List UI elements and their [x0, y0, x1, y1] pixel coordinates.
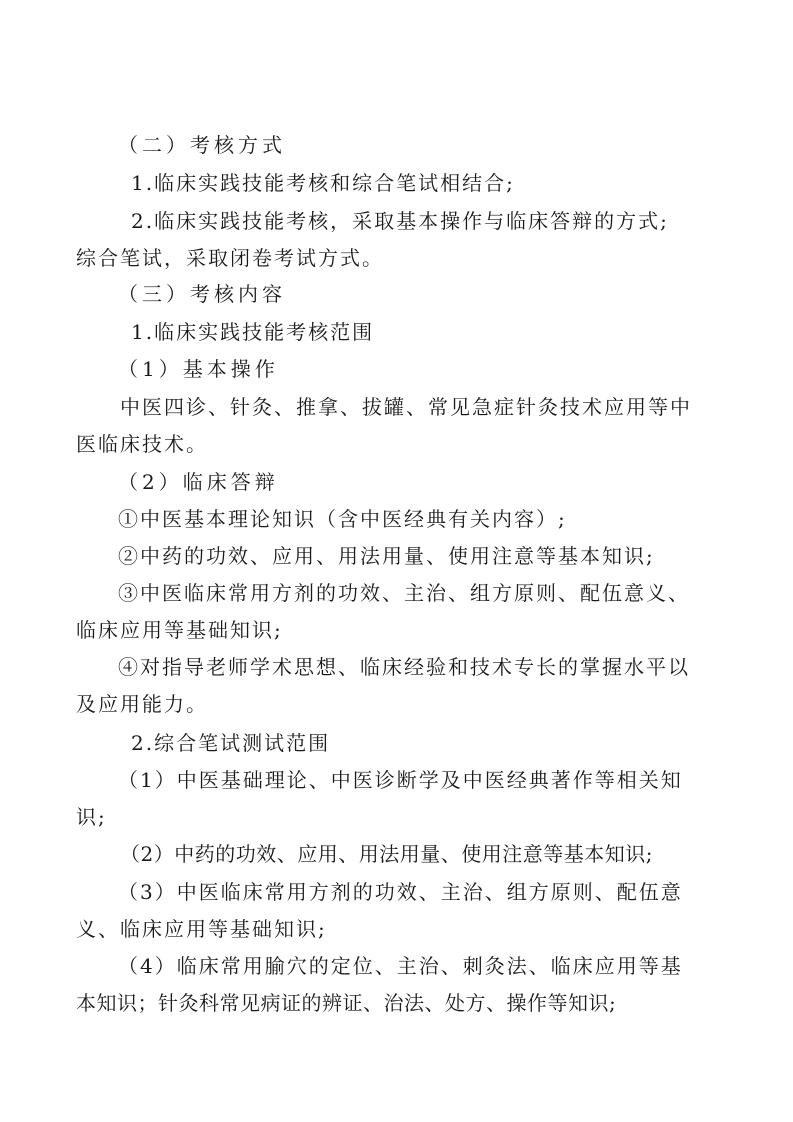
- list-item-continuation: 义、临床应用等基础知识;: [76, 917, 327, 941]
- paragraph-line: 1.临床实践技能考核和综合笔试相结合;: [131, 171, 515, 195]
- subheading-line: 1.临床实践技能考核范围: [131, 320, 375, 344]
- list-item-continuation: 及应用能力。: [76, 692, 208, 716]
- section-heading-assessment-content: （三）考核内容: [118, 282, 286, 306]
- subheading-line: （2）临床答辩: [118, 470, 279, 494]
- list-item: ③中医临床常用方剂的功效、主治、组方原则、配伍意义、: [118, 581, 690, 605]
- paragraph-line: 综合笔试，采取闭卷考试方式。: [76, 246, 384, 270]
- paragraph-line: 中医四诊、针灸、推拿、拔罐、常见急症针灸技术应用等中: [120, 395, 692, 419]
- list-item: （2）中药的功效、应用、用法用量、使用注意等基本知识;: [120, 842, 653, 866]
- list-item: （1）中医基础理论、中医诊断学及中医经典著作等相关知: [118, 768, 683, 792]
- list-item: ④对指导老师学术思想、临床经验和技术专长的掌握水平以: [118, 655, 690, 679]
- list-item: （3）中医临床常用方剂的功效、主治、组方原则、配伍意: [118, 880, 683, 904]
- paragraph-line: 2.临床实践技能考核，采取基本操作与临床答辩的方式;: [131, 209, 669, 233]
- list-item-continuation: 识;: [76, 805, 107, 829]
- list-item-continuation: 本知识；针灸科常见病证的辨证、治法、处方、操作等知识;: [76, 991, 617, 1015]
- paragraph-line: 医临床技术。: [76, 432, 208, 456]
- subheading-line: （1）基本操作: [118, 357, 279, 381]
- list-item: （4）临床常用腧穴的定位、主治、刺灸法、临床应用等基: [118, 954, 683, 978]
- list-item: ②中药的功效、应用、用法用量、使用注意等基本知识;: [118, 544, 655, 568]
- section-heading-assessment-method: （二）考核方式: [118, 133, 286, 157]
- list-item-continuation: 临床应用等基础知识;: [76, 618, 283, 642]
- list-item: ①中医基本理论知识（含中医经典有关内容）;: [118, 507, 567, 531]
- subheading-line: 2.综合笔试测试范围: [131, 731, 331, 755]
